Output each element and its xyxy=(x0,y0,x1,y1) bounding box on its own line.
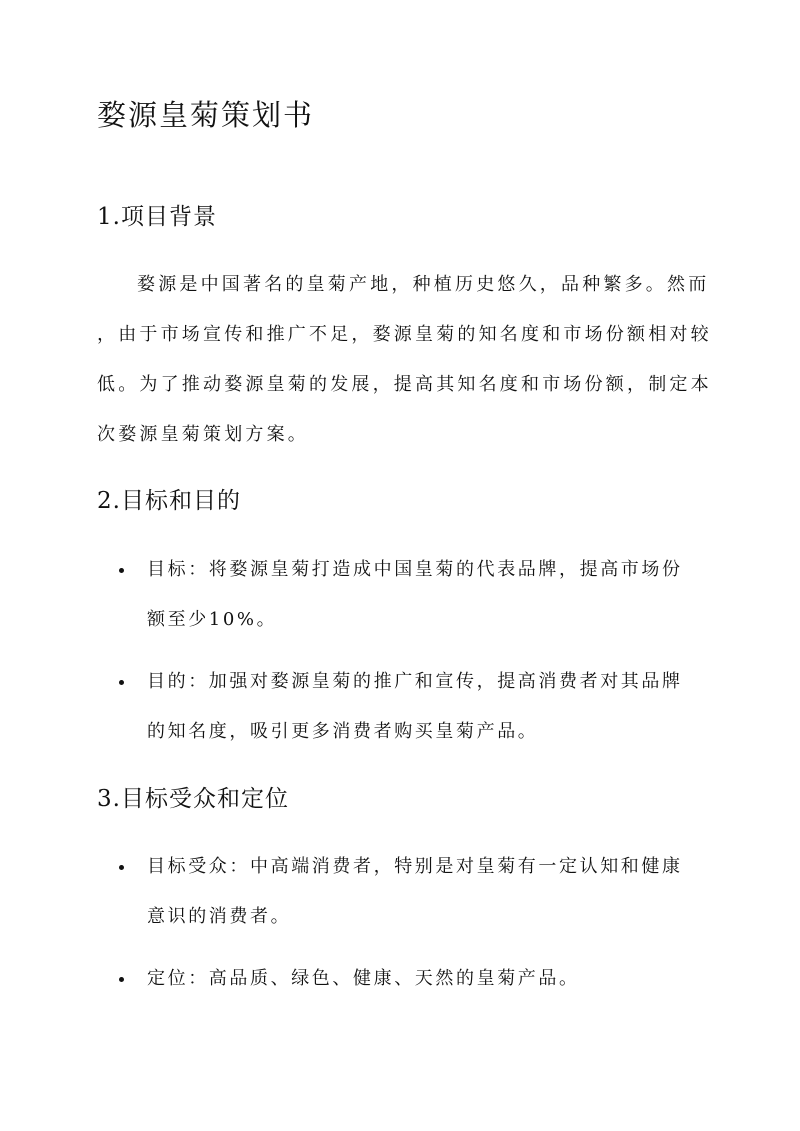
document-title: 婺源皇菊策划书 xyxy=(97,98,315,132)
bullet-dot-icon xyxy=(119,680,124,685)
paragraph-line: 婺源是中国著名的皇菊产地，种植历史悠久，品种繁多。然而 xyxy=(137,274,710,295)
bullet-dot-icon xyxy=(119,568,124,573)
section-heading-audience: 3.目标受众和定位 xyxy=(97,786,289,812)
bullet-text-line: 目标：将婺源皇菊打造成中国皇菊的代表品牌，提高市场份 xyxy=(147,559,683,580)
bullet-dot-icon xyxy=(119,977,124,982)
bullet-text-line: 额至少10%。 xyxy=(147,609,278,630)
bullet-text-line: 意识的消费者。 xyxy=(147,906,292,927)
paragraph-line: 低。为了推动婺源皇菊的发展，提高其知名度和市场份额，制定本 xyxy=(97,374,712,395)
bullet-text-line: 目标受众：中高端消费者，特别是对皇菊有一定认知和健康 xyxy=(147,856,683,877)
bullet-dot-icon xyxy=(119,865,124,870)
bullet-text-line: 目的：加强对婺源皇菊的推广和宣传，提高消费者对其品牌 xyxy=(147,671,683,692)
section-heading-goals: 2.目标和目的 xyxy=(97,488,241,514)
section-heading-background: 1.项目背景 xyxy=(97,204,217,230)
bullet-text-line: 的知名度，吸引更多消费者购买皇菊产品。 xyxy=(147,721,539,742)
paragraph-line: 次婺源皇菊策划方案。 xyxy=(97,424,309,445)
paragraph-line: ，由于市场宣传和推广不足，婺源皇菊的知名度和市场份额相对较 xyxy=(97,324,712,345)
bullet-text-line: 定位：高品质、绿色、健康、天然的皇菊产品。 xyxy=(147,968,580,989)
